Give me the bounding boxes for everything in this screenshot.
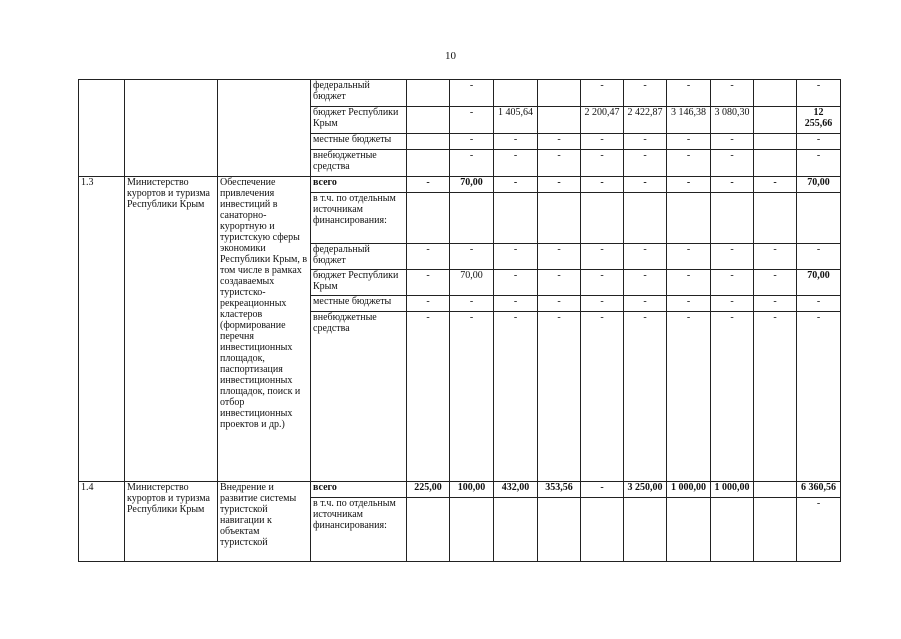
cell-value: - [667,296,711,312]
cell-value: - [581,270,624,296]
cell-value [407,498,450,562]
cell-total: 6 360,56 [797,482,841,498]
cell-value: 100,00 [450,482,494,498]
cell-value: 3 146,38 [667,107,711,134]
cell-value: - [581,296,624,312]
cell-measure [218,80,311,177]
cell-number [79,80,125,177]
cell-value: 3 250,00 [624,482,667,498]
page-number: 10 [445,50,456,62]
cell-source: бюджет Республики Крым [311,270,407,296]
cell-value: - [754,270,797,296]
cell-number: 1.3 [79,177,125,482]
cell-value [754,482,797,498]
cell-executor: Министерство курортов и туризма Республики Крым [125,177,218,482]
cell-value [494,80,538,107]
cell-value: - [667,80,711,107]
cell-number: 1.4 [79,482,125,562]
table-row [79,177,841,193]
cell-value: - [538,312,581,482]
cell-value: - [754,296,797,312]
cell-total: - [797,296,841,312]
cell-value: - [711,270,754,296]
budget-table [78,79,841,562]
cell-value: - [711,177,754,193]
cell-value [538,107,581,134]
cell-value: - [624,270,667,296]
cell-source: бюджет Республики Крым [311,107,407,134]
cell-value: - [581,150,624,177]
cell-value: - [494,150,538,177]
cell-value: - [538,296,581,312]
cell-value [538,193,581,244]
cell-source: внебюджетные средства [311,150,407,177]
cell-value: - [624,80,667,107]
cell-value [624,193,667,244]
cell-value: - [667,244,711,270]
cell-total: - [797,150,841,177]
cell-value: - [538,150,581,177]
cell-source: всего [311,177,407,193]
cell-value: - [581,134,624,150]
cell-value [754,134,797,150]
cell-value [407,150,450,177]
cell-value: - [407,312,450,482]
cell-source: федеральный бюджет [311,244,407,270]
cell-total: - [797,134,841,150]
cell-value: - [711,312,754,482]
cell-value: - [754,312,797,482]
cell-value: - [494,177,538,193]
cell-value: - [581,177,624,193]
cell-value [407,134,450,150]
cell-value: - [450,296,494,312]
cell-value [450,193,494,244]
cell-value: - [407,244,450,270]
cell-total: - [797,244,841,270]
cell-value: - [494,134,538,150]
cell-value [667,498,711,562]
cell-value: - [581,244,624,270]
cell-value: 70,00 [450,270,494,296]
cell-value: - [667,134,711,150]
cell-value [667,193,711,244]
cell-value [494,498,538,562]
cell-value: - [581,80,624,107]
cell-value: - [624,296,667,312]
cell-value [624,498,667,562]
cell-source: в т.ч. по отдельным источникам финансирования: [311,498,407,562]
cell-value: - [581,482,624,498]
cell-source: местные бюджеты [311,134,407,150]
cell-value [754,107,797,134]
cell-value [581,498,624,562]
table-row [79,80,841,107]
cell-value: 1 405,64 [494,107,538,134]
table-row [79,482,841,498]
cell-source: всего [311,482,407,498]
cell-source: внебюджетные средства [311,312,407,482]
cell-value [754,150,797,177]
cell-value: - [538,270,581,296]
cell-value: - [407,177,450,193]
cell-value: 353,56 [538,482,581,498]
cell-value: - [711,244,754,270]
cell-value: - [538,134,581,150]
cell-value [754,193,797,244]
cell-value: 432,00 [494,482,538,498]
cell-value: - [494,312,538,482]
cell-value: - [667,270,711,296]
cell-value [494,193,538,244]
cell-value: - [450,80,494,107]
cell-value: - [494,296,538,312]
cell-value [450,498,494,562]
cell-value [538,498,581,562]
cell-value: - [624,134,667,150]
cell-value: - [624,244,667,270]
cell-value: - [407,270,450,296]
cell-value: - [667,150,711,177]
cell-value [407,193,450,244]
cell-value: - [711,134,754,150]
cell-value: - [711,150,754,177]
cell-total: 70,00 [797,177,841,193]
cell-value [538,80,581,107]
cell-value: - [450,312,494,482]
cell-executor [125,80,218,177]
cell-value: - [407,296,450,312]
cell-value: - [538,244,581,270]
cell-value: 1 000,00 [667,482,711,498]
cell-total: - [797,498,841,562]
cell-value [711,193,754,244]
cell-value: - [450,244,494,270]
cell-value: - [581,312,624,482]
cell-value [754,80,797,107]
cell-total: 70,00 [797,270,841,296]
cell-value: 2 200,47 [581,107,624,134]
cell-value: - [754,177,797,193]
cell-total: 12 255,66 [797,107,841,134]
cell-value [407,80,450,107]
cell-value: 70,00 [450,177,494,193]
cell-value: 3 080,30 [711,107,754,134]
cell-total: - [797,80,841,107]
cell-value [754,498,797,562]
cell-value: - [494,270,538,296]
cell-measure: Обеспечение привлечения инвестиций в санаторно-курортную и туристскую сферы экономики Республики Крым, в том числе в рамках создаваемых туристско-рекреационных кластеров (формирование перечня инвестиционных площадок, паспортизация инвестиционных площадок, поиск и отбор инвестиционных проектов и др.) [218,177,311,482]
cell-source: местные бюджеты [311,296,407,312]
cell-value: - [754,244,797,270]
cell-value: 1 000,00 [711,482,754,498]
cell-value: - [624,177,667,193]
cell-value: - [450,134,494,150]
cell-source: в т.ч. по отдельным источникам финансирования: [311,193,407,244]
cell-value: - [667,312,711,482]
cell-value: - [450,150,494,177]
cell-measure: Внедрение и развитие системы туристской навигации к объектам туристской [218,482,311,562]
cell-value: - [711,80,754,107]
cell-value: - [450,107,494,134]
cell-value [711,498,754,562]
cell-total [797,193,841,244]
cell-value: - [667,177,711,193]
cell-value [581,193,624,244]
cell-value: 2 422,87 [624,107,667,134]
cell-value: - [494,244,538,270]
cell-executor: Министерство курортов и туризма Республики Крым [125,482,218,562]
cell-value [407,107,450,134]
cell-value: - [538,177,581,193]
cell-total: - [797,312,841,482]
cell-value: - [711,296,754,312]
cell-value: 225,00 [407,482,450,498]
cell-source: федеральный бюджет [311,80,407,107]
cell-value: - [624,150,667,177]
cell-value: - [624,312,667,482]
